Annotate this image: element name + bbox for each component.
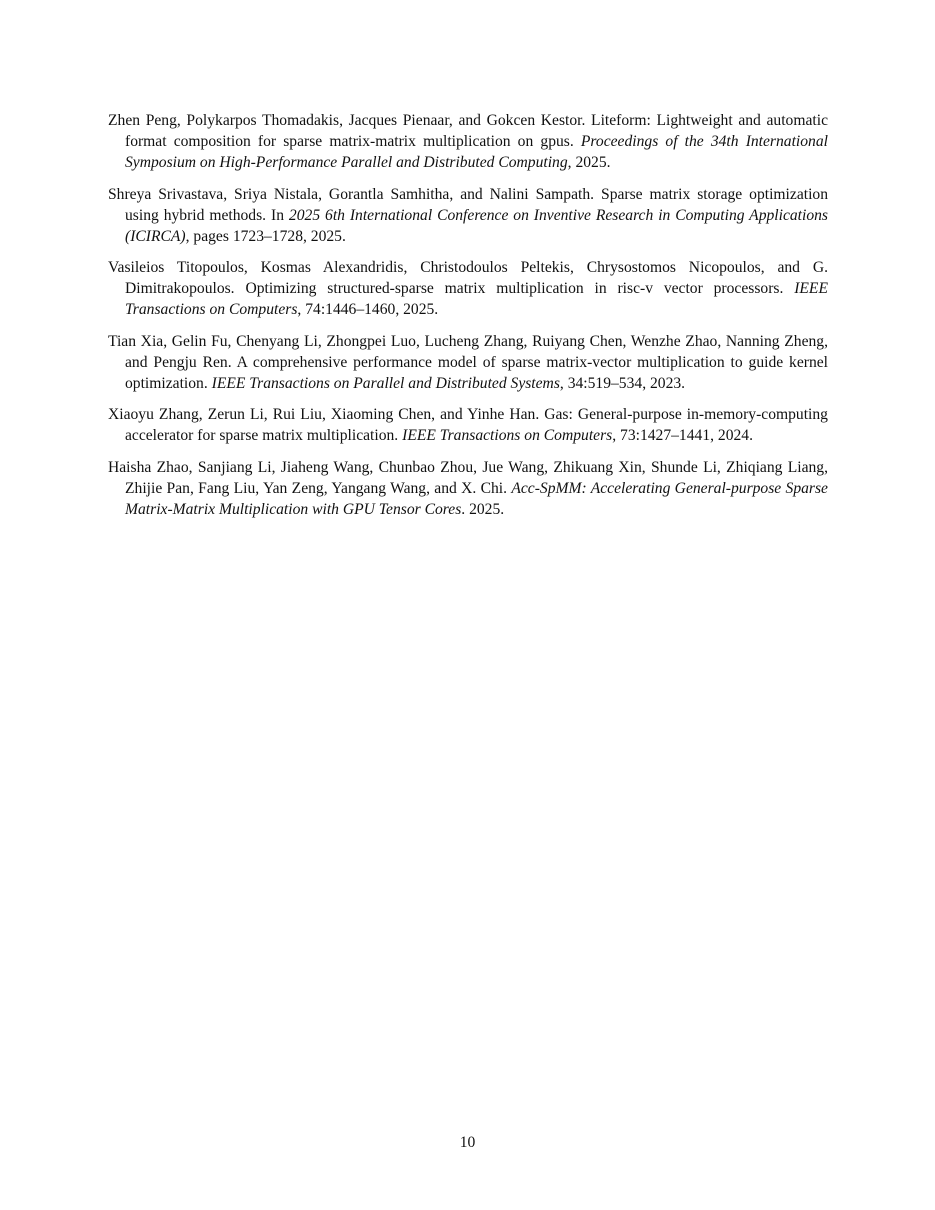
reference-title: Liteform: Lightweight and automatic format composition for sparse matrix-matrix multiplication on gpus. (125, 112, 828, 150)
reference-in: In (271, 206, 284, 224)
reference-authors: Haisha Zhao, Sanjiang Li, Jiaheng Wang, Chunbao Zhou, Jue Wang, Zhikuang Xin, Shunde Li, Zhiqiang Liang, Zhijie Pan, Fang Liu, Yan Zeng, Yangang Wang, and X. Chi. (108, 458, 828, 497)
reference-title: Sparse matrix storage optimization using hybrid methods. (125, 185, 828, 224)
reference-venue: IEEE Transactions on Computers (402, 427, 613, 444)
reference-details: , 34:519–534, 2023. (559, 374, 686, 392)
reference-authors: Zhen Peng, Polykarpos Thomadakis, Jacques Pienaar, and Gokcen Kestor. (108, 112, 586, 129)
reference-entry (108, 457, 828, 520)
reference-authors: Xiaoyu Zhang, Zerun Li, Rui Liu, Xiaoming Chen, and Yinhe Han. (108, 406, 540, 423)
reference-entry (108, 184, 828, 247)
reference-authors: Vasileios Titopoulos, Kosmas Alexandridis, Christodoulos Peltekis, Chrysostomos Nicopoulos, and G. Dimitrakopoulos. (108, 259, 828, 297)
reference-entry (108, 110, 828, 173)
reference-title: A comprehensive performance model of sparse matrix-vector multiplication to guide kernel optimization. (125, 353, 829, 392)
reference-entry (108, 404, 828, 446)
reference-entry (108, 331, 828, 394)
reference-venue: Acc-SpMM: Accelerating General-purpose Sparse Matrix-Matrix Multiplication with GPU Tensor Cores (125, 479, 828, 518)
page-number: 10 (459, 1134, 476, 1151)
reference-details: , pages 1723–1728, 2025. (185, 227, 346, 245)
reference-list (108, 110, 828, 530)
reference-venue: IEEE Transactions on Computers (125, 280, 828, 318)
reference-details: . 2025. (461, 500, 505, 518)
reference-venue: 2025 6th International Conference on Inventive Research in Computing Applications (ICIRCA) (125, 206, 829, 245)
reference-details: , 74:1446–1460, 2025. (297, 301, 439, 318)
reference-entry (108, 257, 828, 320)
reference-venue: Proceedings of the 34th International Symposium on High-Performance Parallel and Distributed Computing (125, 133, 828, 171)
reference-authors: Shreya Srivastava, Sriya Nistala, Gorantla Samhitha, and Nalini Sampath. (108, 185, 595, 203)
reference-title: Optimizing structured-sparse matrix multiplication in risc-v vector processors. (245, 280, 784, 297)
reference-authors: Tian Xia, Gelin Fu, Chenyang Li, Zhongpei Luo, Lucheng Zhang, Ruiyang Chen, Wenzhe Zhao, Nanning Zheng, and Pengju Ren. (108, 332, 828, 371)
reference-venue: IEEE Transactions on Parallel and Distributed Systems (211, 374, 560, 392)
reference-details: , 73:1427–1441, 2024. (612, 427, 753, 444)
reference-title: Gas: General-purpose in-memory-computing accelerator for sparse matrix multiplication. (125, 406, 828, 444)
reference-details: , 2025. (567, 154, 611, 171)
